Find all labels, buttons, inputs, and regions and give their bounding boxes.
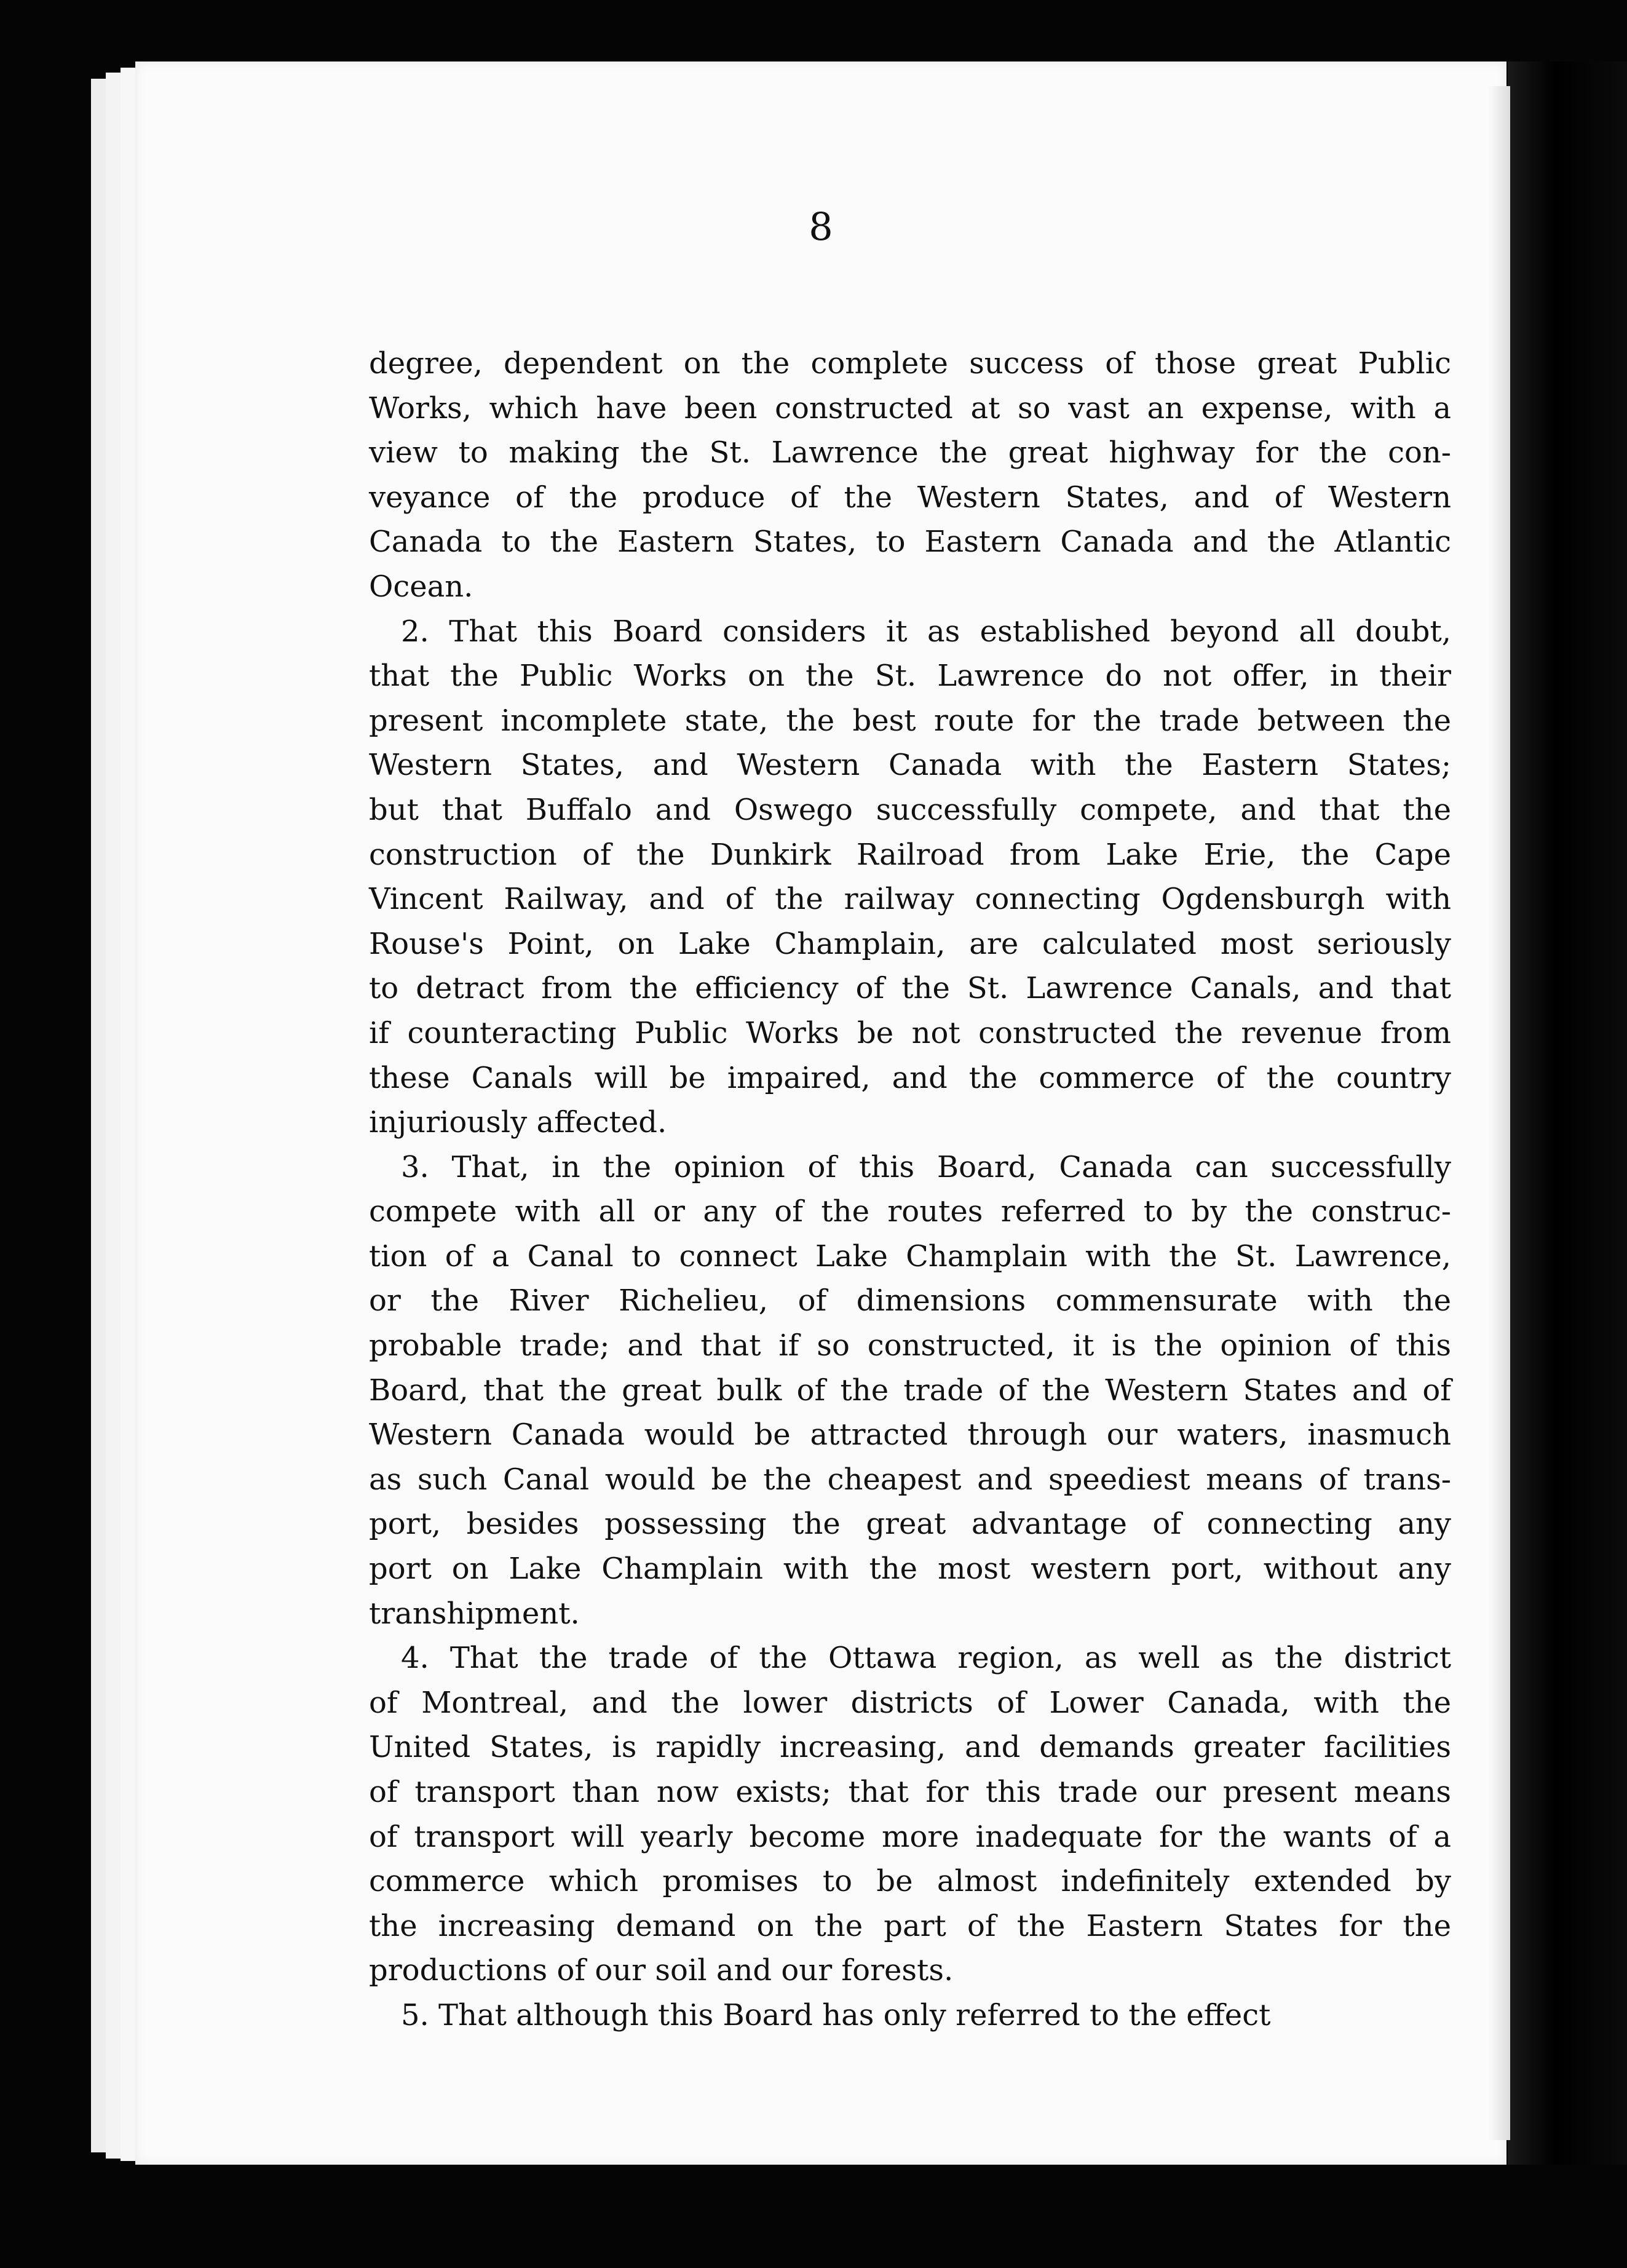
paragraph-p2 [369,609,1451,1145]
paragraph-p5 [369,1993,1451,2038]
text-line: Rouse's Point, on Lake Champlain, are calculated most seriously [369,926,1451,961]
text-line: present incomplete state, the best route for the trade between the [369,703,1451,738]
text-line: Board, that the great bulk of the trade of the Western States and of [369,1373,1451,1408]
text-line: veyance of the produce of the Western States, and of Western [369,480,1451,515]
text-line: or the River Richelieu, of dimensions commensurate with the [369,1283,1451,1318]
text-line: 4. That the trade of the Ottawa region, as well as the district [401,1641,1451,1676]
text-line: if counteracting Public Works be not constructed the revenue from [369,1015,1451,1050]
text-line: port, besides possessing the great advantage of connecting any [369,1507,1451,1542]
body-text [369,341,1451,2038]
text-line: United States, is rapidly increasing, and demands greater facilities [369,1730,1451,1765]
paragraph-p4 [369,1636,1451,1993]
text-line: 2. That this Board considers it as established beyond all doubt, [401,614,1451,649]
text-line: 3. That, in the opinion of this Board, Canada can successfully [401,1149,1451,1184]
text-line: that the Public Works on the St. Lawrence do not offer, in their [369,659,1451,694]
text-line: port on Lake Champlain with the most western port, without any [369,1552,1451,1587]
text-line: the increasing demand on the part of the Eastern States for the [369,1908,1451,1943]
text-line: of transport than now exists; that for this trade our present means [369,1775,1451,1809]
text-line: productions of our soil and our forests. [369,1953,954,1988]
text-line: Western Canada would be attracted through our waters, inasmuch [369,1418,1451,1453]
text-line: Vincent Railway, and of the railway connecting Ogdensburgh with [369,882,1451,917]
text-line: Works, which have been constructed at so vast an expense, with a [369,391,1451,426]
text-line: view to making the St. Lawrence the great highway for the con- [369,435,1451,470]
page-number: 8 [809,204,833,249]
text-line: compete with all or any of the routes referred to by the construc- [369,1194,1451,1229]
paragraph-p3 [369,1145,1451,1636]
text-line: tion of a Canal to connect Lake Champlain with the St. Lawrence, [369,1239,1451,1274]
text-line: degree, dependent on the complete success of those great Public [369,346,1451,381]
text-line: injuriously affected. [369,1105,667,1140]
text-line: of transport will yearly become more inadequate for the wants of a [369,1819,1451,1854]
text-line: probable trade; and that if so constructed, it is the opinion of this [369,1328,1451,1363]
text-line: of Montreal, and the lower districts of Lower Canada, with the [369,1685,1451,1720]
text-line: as such Canal would be the cheapest and speediest means of trans- [369,1462,1451,1497]
text-line: transhipment. [369,1596,580,1631]
page-curl-shadow [1488,86,1510,2140]
document-page [135,61,1506,2165]
text-line: Ocean. [369,569,473,604]
text-line: to detract from the efficiency of the St. Lawrence Canals, and that [369,971,1451,1006]
paragraph-p0 [369,341,1451,609]
text-line: Canada to the Eastern States, to Eastern Canada and the Atlantic [369,525,1451,560]
text-line: these Canals will be impaired, and the commerce of the country [369,1060,1451,1095]
text-line: commerce which promises to be almost indefinitely extended by [369,1864,1451,1899]
text-line: 5. That although this Board has only referred to the effect [401,1997,1271,2032]
book-spine [1508,61,1627,2165]
text-line: Western States, and Western Canada with the Eastern States; [369,748,1451,783]
text-line: construction of the Dunkirk Railroad from Lake Erie, the Cape [369,837,1451,872]
text-line: but that Buffalo and Oswego successfully compete, and that the [369,792,1451,827]
